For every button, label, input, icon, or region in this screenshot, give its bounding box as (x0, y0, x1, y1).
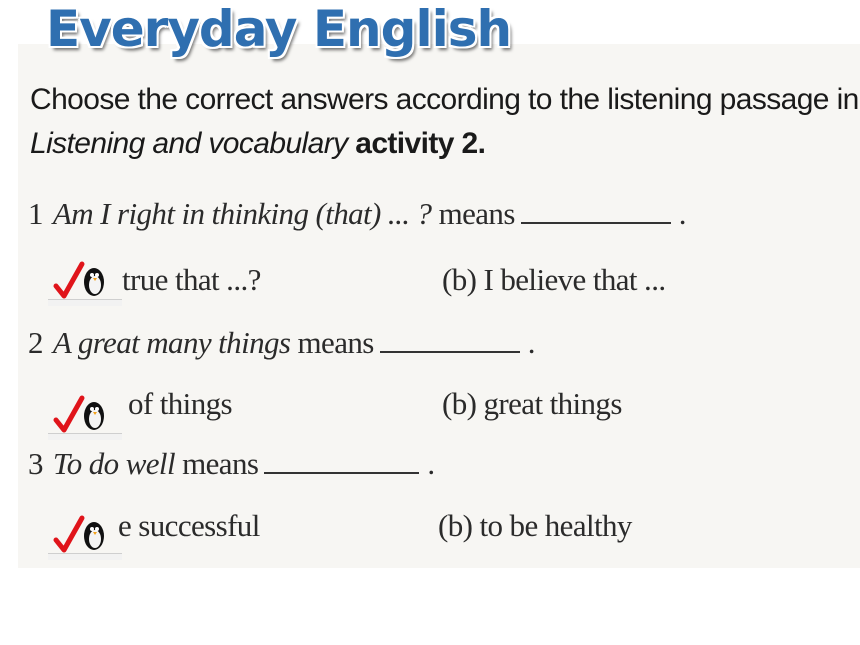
instruction-part2: activity 2. (347, 127, 486, 160)
page-title: Everyday English (46, 0, 512, 58)
penguin-checkmark-icon (48, 256, 122, 302)
answer-marker-3[interactable] (48, 510, 122, 560)
question-end: . (678, 196, 686, 231)
option-a-text: true that ...? (122, 262, 261, 297)
question-number: 2 (28, 325, 43, 360)
question-end: . (527, 325, 535, 360)
penguin-checkmark-icon (48, 510, 122, 556)
answer-blank (380, 329, 520, 353)
option-b-text: (b) great things (442, 386, 622, 421)
answer-marker-1[interactable] (48, 256, 122, 306)
instruction-part1: Choose the correct answers according to the listening passage in (30, 83, 859, 116)
question-phrase: Am I right in thinking (that) ... ? (52, 196, 432, 231)
answer-blank (521, 200, 671, 224)
option-a-text: of things (128, 386, 232, 421)
question-number: 3 (28, 446, 43, 481)
question-end: . (427, 446, 435, 481)
question-means: means (297, 325, 374, 360)
question-phrase: A great many things (52, 325, 291, 360)
option-a-text: e successful (118, 508, 260, 543)
penguin-checkmark-icon (48, 390, 122, 436)
question-1 (28, 196, 686, 232)
answer-blank (264, 450, 419, 474)
question-means: means (182, 446, 259, 481)
question-phrase: To do well (52, 446, 175, 481)
question-2 (28, 325, 535, 361)
instruction-italic: Listening and vocabulary (30, 127, 348, 160)
instruction-text (30, 78, 860, 166)
answer-marker-2[interactable] (48, 390, 122, 440)
option-b-text: (b) to be healthy (438, 508, 632, 543)
question-number: 1 (28, 196, 43, 231)
question-means: means (438, 196, 515, 231)
question-3 (28, 446, 434, 482)
option-b-text: (b) I believe that ... (442, 262, 666, 297)
